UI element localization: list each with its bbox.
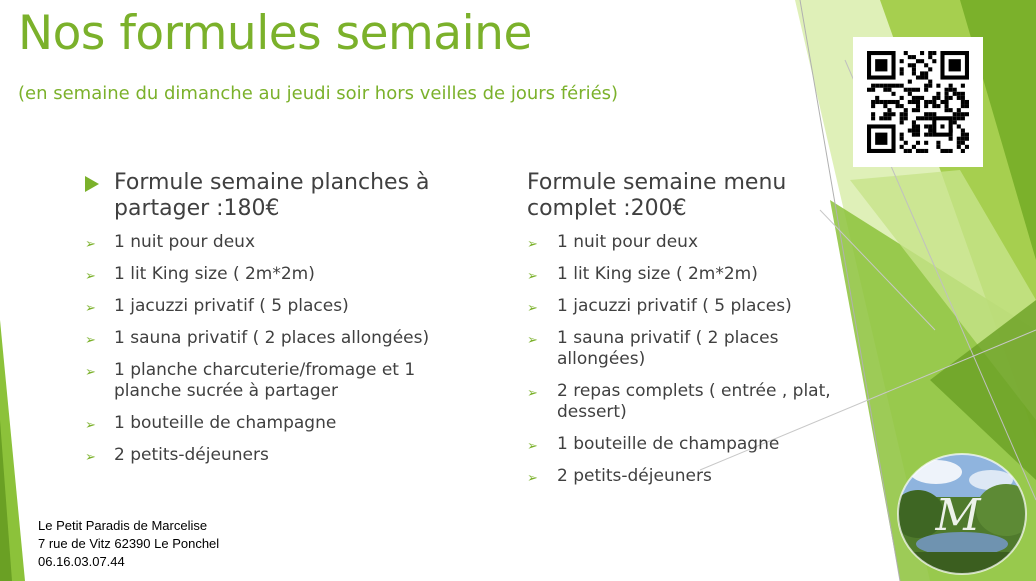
- monogram-m-logo: [896, 452, 1028, 576]
- formula-menu-list: [527, 232, 857, 487]
- list-item: [85, 413, 455, 434]
- formula-menu: [527, 170, 857, 498]
- list-item-text: 1 planche charcuterie/fromage et 1 planche sucrée à partager: [114, 360, 416, 401]
- arrow-bullet-icon: ➢: [85, 301, 96, 316]
- qr-code[interactable]: [853, 37, 983, 167]
- formula-planches: [85, 170, 455, 477]
- list-item: [85, 445, 455, 466]
- list-item-text: 1 sauna privatif ( 2 places allongées): [114, 328, 430, 348]
- list-item: [85, 264, 455, 285]
- business-name: Le Petit Paradis de Marcelise: [38, 518, 208, 533]
- arrow-bullet-icon: ➢: [85, 418, 96, 433]
- list-item-text: 1 bouteille de champagne: [557, 434, 780, 454]
- list-item: [85, 360, 455, 402]
- list-item-text: 1 nuit pour deux: [557, 232, 699, 252]
- formula-planches-heading: [85, 170, 455, 222]
- list-item: [527, 264, 857, 285]
- list-item-text: 1 bouteille de champagne: [114, 413, 337, 433]
- list-item: [527, 381, 857, 423]
- list-item: [527, 466, 857, 487]
- list-item: [527, 328, 857, 370]
- list-item: [85, 232, 455, 253]
- list-item-text: 1 nuit pour deux: [114, 232, 256, 252]
- arrow-bullet-icon: ➢: [85, 333, 96, 348]
- arrow-bullet-icon: ➢: [527, 333, 538, 348]
- list-item-text: 1 lit King size ( 2m*2m): [114, 264, 315, 284]
- formula-planches-list: [85, 232, 455, 466]
- arrow-bullet-icon: ➢: [527, 269, 538, 284]
- business-address: 7 rue de Vitz 62390 Le Ponchel: [38, 536, 220, 551]
- arrow-bullet-icon: ➢: [85, 237, 96, 252]
- list-item: [85, 296, 455, 317]
- arrow-bullet-icon: ➢: [527, 237, 538, 252]
- list-item: [527, 232, 857, 253]
- arrow-bullet-icon: ➢: [85, 269, 96, 284]
- formula-menu-heading: [527, 170, 857, 222]
- page-title: Nos formules semaine: [18, 6, 532, 61]
- qr-code-icon: [867, 51, 969, 153]
- business-phone: 06.16.03.07.44: [38, 554, 125, 569]
- list-item-text: 2 petits-déjeuners: [114, 445, 269, 465]
- triangle-right-icon: [85, 176, 99, 192]
- arrow-bullet-icon: ➢: [527, 301, 538, 316]
- list-item-text: 2 repas complets ( entrée , plat, dessert): [557, 381, 831, 422]
- list-item-text: 2 petits-déjeuners: [557, 466, 712, 486]
- list-item-text: 1 jacuzzi privatif ( 5 places): [557, 296, 792, 316]
- list-item-text: 1 jacuzzi privatif ( 5 places): [114, 296, 349, 316]
- arrow-bullet-icon: ➢: [85, 450, 96, 465]
- list-item: [527, 434, 857, 455]
- arrow-bullet-icon: ➢: [527, 386, 538, 401]
- arrow-bullet-icon: ➢: [85, 365, 96, 380]
- arrow-bullet-icon: ➢: [527, 471, 538, 486]
- list-item: [527, 296, 857, 317]
- page-subtitle: (en semaine du dimanche au jeudi soir hors veilles de jours fériés): [18, 83, 619, 104]
- arrow-bullet-icon: ➢: [527, 439, 538, 454]
- formula-menu-title: Formule semaine menu complet :200€: [527, 170, 787, 221]
- svg-text:M: M: [935, 490, 981, 541]
- list-item: [85, 328, 455, 349]
- list-item-text: 1 lit King size ( 2m*2m): [557, 264, 758, 284]
- contact-footer: [38, 517, 219, 571]
- formula-planches-title: Formule semaine planches à partager :180€: [114, 170, 430, 221]
- list-item-text: 1 sauna privatif ( 2 places allongées): [557, 328, 779, 369]
